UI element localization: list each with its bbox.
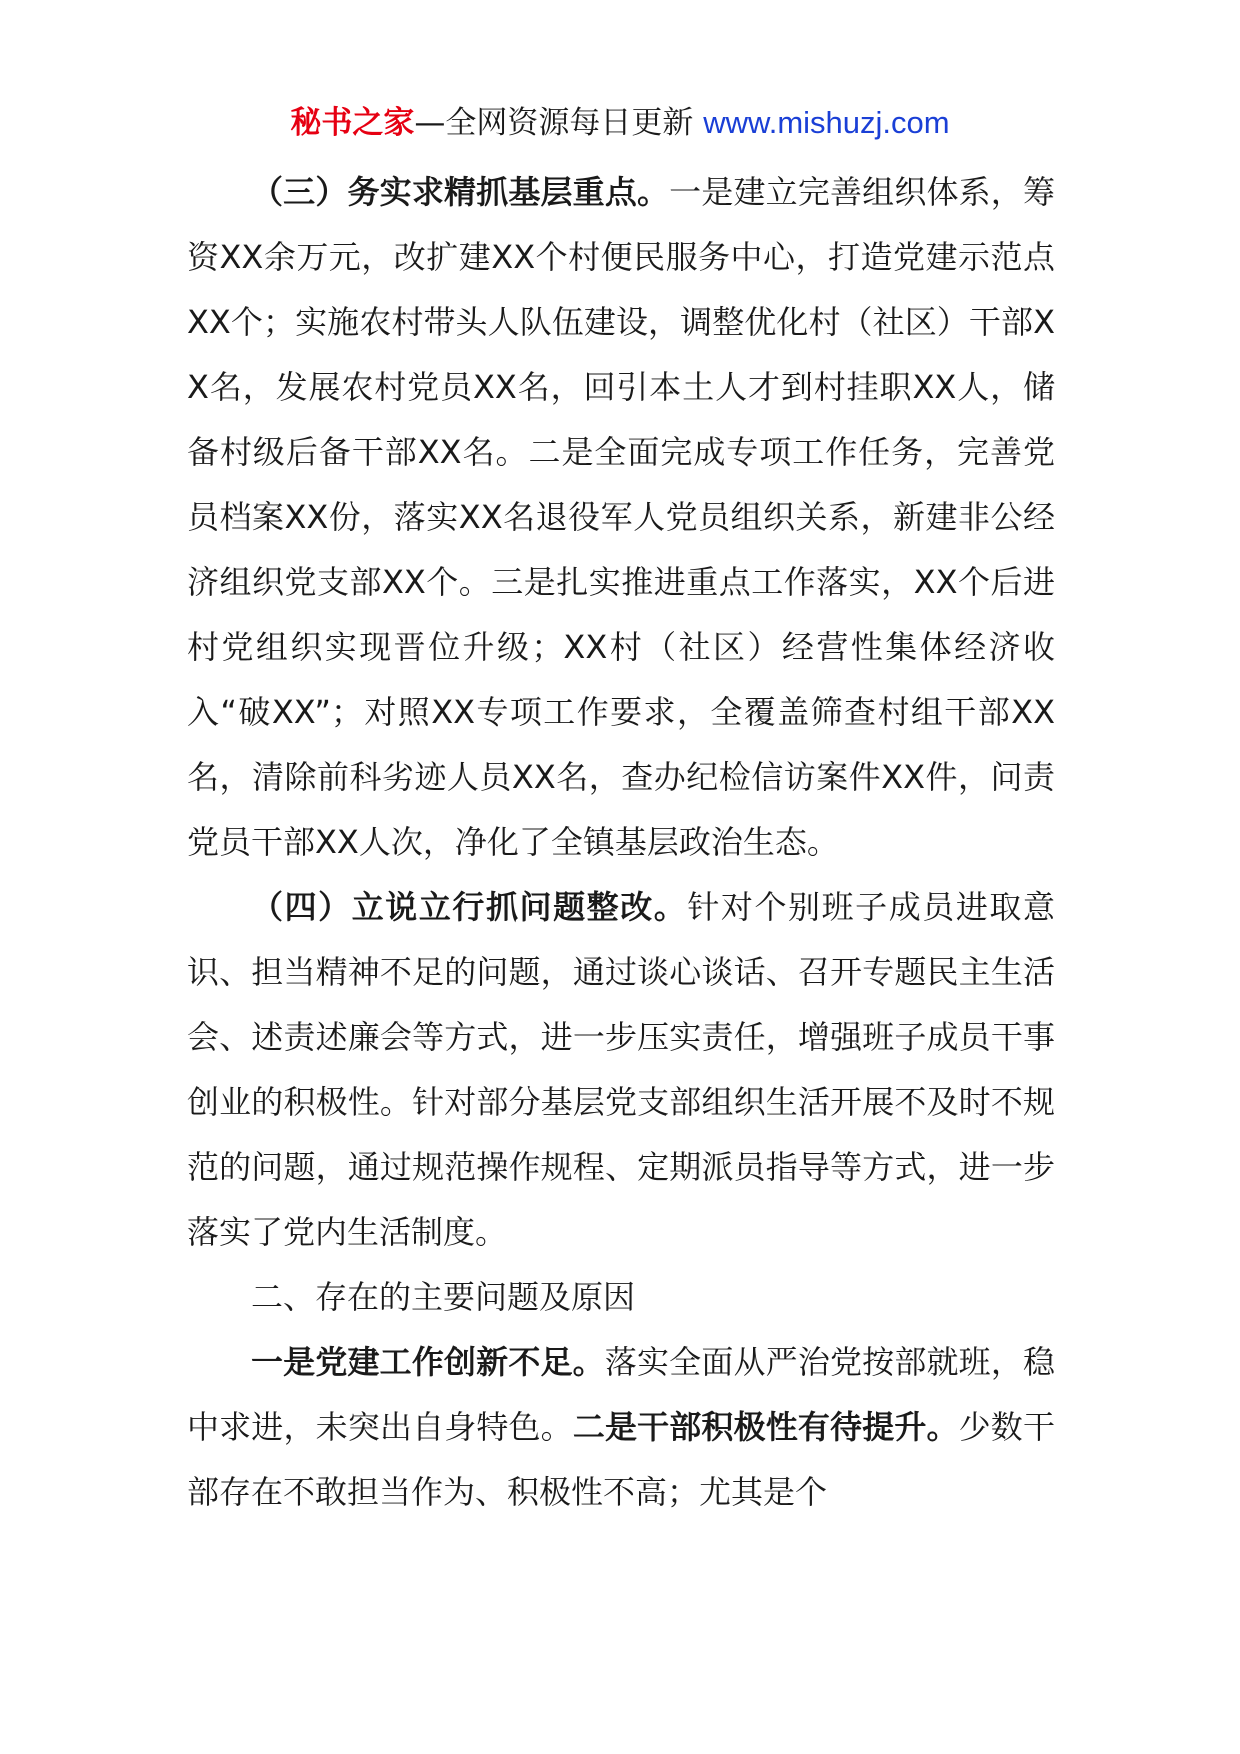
section-two-heading: 二、存在的主要问题及原因 — [251, 1278, 636, 1316]
site-header — [0, 100, 1240, 146]
paragraph-problems — [187, 1330, 1055, 1525]
section-four-heading: （四）立说立行抓问题整改。 — [251, 888, 688, 926]
site-url-link[interactable]: www.mishuzj.com — [703, 105, 950, 140]
paragraph-section-three — [187, 160, 1055, 875]
problem-one-heading: 一是党建工作创新不足。 — [251, 1343, 605, 1381]
problem-two-text: 少数干部存在不敢担当作为、积极性不高；尤其是个 — [187, 1408, 1055, 1511]
site-brand: 秘书之家 — [290, 105, 415, 141]
document-body — [187, 160, 1055, 1525]
section-three-text: 一是建立完善组织体系，筹资XX余万元，改扩建XX个村便民服务中心，打造党建示范点XX个；实施农村带头人队伍建设，调整优化村（社区）干部XX名，发展农村党员XX名，回引本土人才到村挂职XX人，储备村级后备干部XX名。二是全面完成专项工作任务，完善党员档案XX份，落实XX名退役军人党员组织关系，新建非公经济组织党支部XX个。三是扎实推进重点工作落实，XX个后进村党组织实现晋位升级；XX村（社区）经营性集体经济收入“破XX”；对照XX专项工作要求，全覆盖筛查村组干部XX名，清除前科劣迹人员XX名，查办纪检信访案件XX件，问责党员干部XX人次，净化了全镇基层政治生态。 — [187, 173, 1055, 861]
section-three-heading: （三）务实求精抓基层重点。 — [251, 173, 670, 211]
problem-two-heading: 二是干部积极性有待提升。 — [572, 1408, 959, 1446]
section-four-text: 针对个别班子成员进取意识、担当精神不足的问题，通过谈心谈话、召开专题民主生活会、述责述廉会等方式，进一步压实责任，增强班子成员干事创业的积极性。针对部分基层党支部组织生活开展不及时不规范的问题，通过规范操作规程、定期派员指导等方式，进一步落实了党内生活制度。 — [187, 888, 1055, 1251]
problem-one-text: 落实全面从严治党按部就班，稳中求进，未突出自身特色。 — [187, 1343, 1055, 1446]
site-slogan: —全网资源每日更新 — [414, 105, 704, 141]
paragraph-section-four — [187, 875, 1055, 1265]
